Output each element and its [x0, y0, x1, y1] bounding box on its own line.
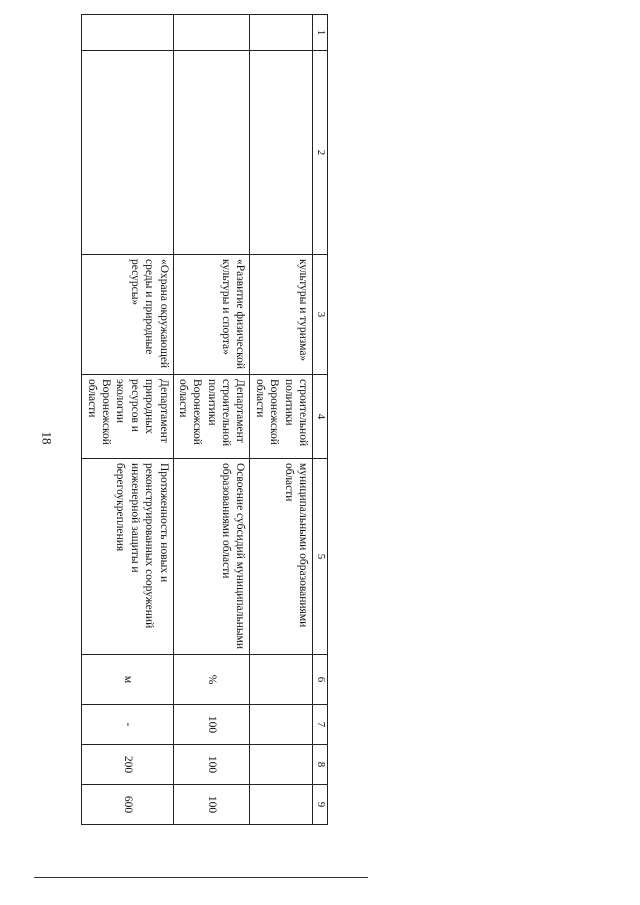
header-cell: 6: [313, 655, 328, 705]
table-row: [250, 15, 313, 825]
value-cell: 100: [173, 745, 250, 785]
header-cell: 2: [313, 51, 328, 255]
header-cell: 8: [313, 745, 328, 785]
executor-cell: Департамент строительной политики Воронежской области: [173, 375, 250, 459]
executor-cell: строительной политики Воронежской области: [250, 375, 313, 459]
unit-cell: [250, 655, 313, 705]
indicator-cell: Протяженность новых и реконструированных сооружений инженерной защиты и берегоукрепления: [82, 459, 173, 655]
program-name-cell: [250, 51, 313, 255]
program-name-cell: [82, 51, 173, 255]
subprogram-cell: «Развитие физической культуры и спорта»: [173, 255, 250, 375]
value-cell: 100: [173, 785, 250, 825]
header-cell: 7: [313, 705, 328, 745]
page-number: 18: [39, 431, 55, 445]
header-cell: 1: [313, 15, 328, 51]
subprogram-cell: культуры и туризма»: [250, 255, 313, 375]
indicator-cell: муниципальными образованиями области: [250, 459, 313, 655]
header-cell: 5: [313, 459, 328, 655]
unit-cell: %: [173, 655, 250, 705]
indicator-cell: Освоение субсидий муниципальными образованиями области: [173, 459, 250, 655]
executor-cell: Департамент природных ресурсов и экологии Воронежской области: [82, 375, 173, 459]
row-number-cell: [173, 15, 250, 51]
table-container: [86, 14, 328, 824]
value-cell: [250, 745, 313, 785]
value-cell: 100: [173, 705, 250, 745]
header-cell: 9: [313, 785, 328, 825]
table-row: [82, 15, 173, 825]
table-row: [173, 15, 250, 825]
row-number-cell: [250, 15, 313, 51]
subprogram-cell: «Охрана окружающей среды и природные ресурсы»: [82, 255, 173, 375]
row-number-cell: [82, 15, 173, 51]
value-cell: [250, 705, 313, 745]
unit-cell: м: [82, 655, 173, 705]
value-cell: 200: [82, 745, 173, 785]
footer-divider: [34, 877, 368, 878]
program-table: [81, 14, 328, 825]
header-row: [313, 15, 328, 825]
header-cell: 4: [313, 375, 328, 459]
value-cell: -: [82, 705, 173, 745]
header-cell: 3: [313, 255, 328, 375]
value-cell: 600: [82, 785, 173, 825]
program-name-cell: [173, 51, 250, 255]
value-cell: [250, 785, 313, 825]
